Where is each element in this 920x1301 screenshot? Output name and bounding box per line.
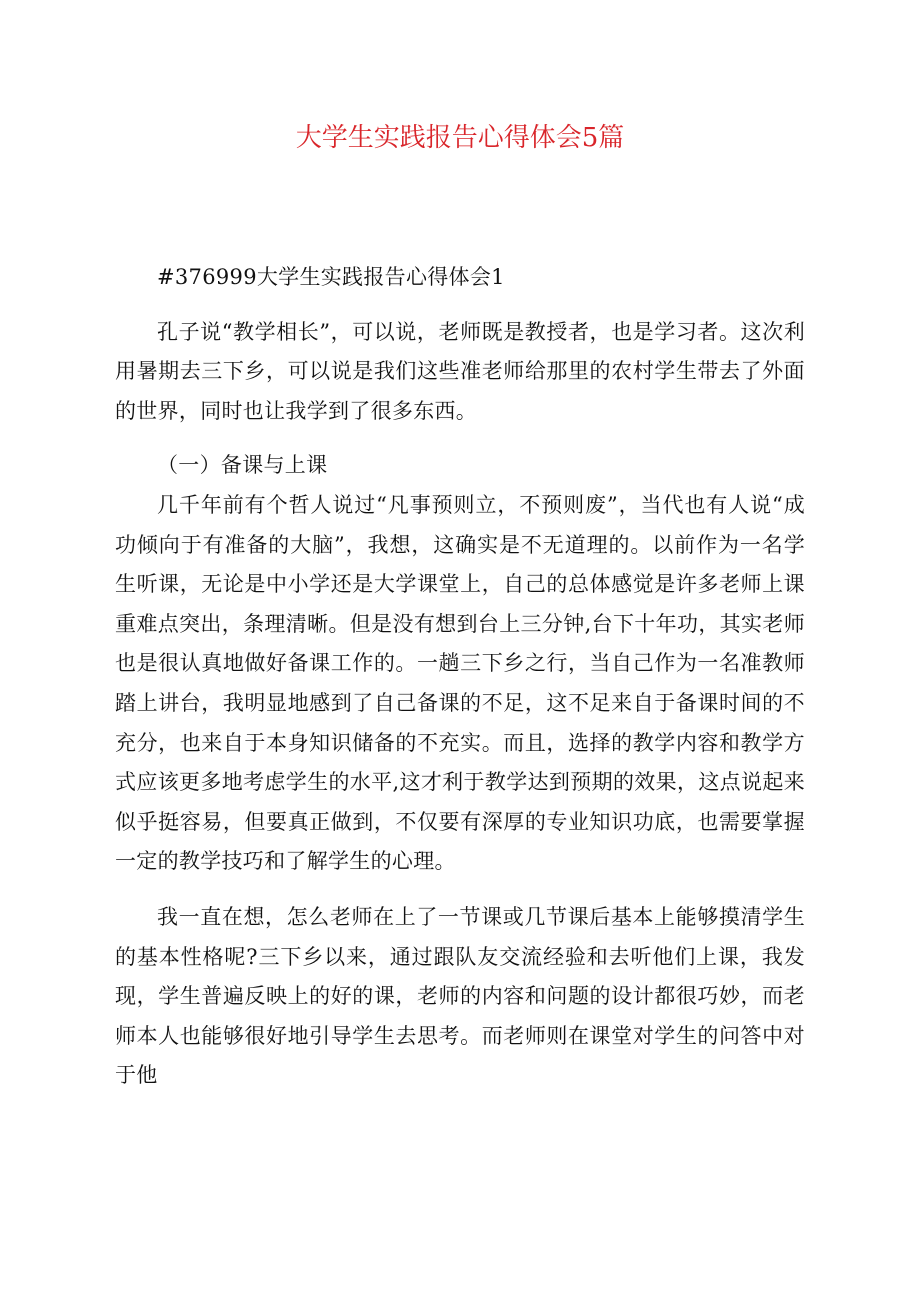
- paragraph-intro: 孔子说“教学相长”，可以说，老师既是教授者，也是学习者。这次利用暑期去三下乡，可以说是我们这些准老师给那里的农村学生带去了外面的世界，同时也让我学到了很多东西。: [115, 319, 805, 423]
- document-body: [115, 258, 805, 1096]
- paragraph-lesson-prep: 几千年前有个哲人说过“凡事预则立，不预则废”，当代也有人说“成功倾向于有准备的大脑”，我想，这确实是不无道理的。以前作为一名学生听课，无论是中小学还是大学课堂上，自己的总体感觉是许多老师上课重难点突出，条理清晰。但是没有想到台上三分钟,台下十年功，其实老师也是很认真地做好备课工作的。一趟三下乡之行，当自己作为一名准教师踏上讲台，我明显地感到了自己备课的不足，这不足来自于备课时间的不充分，也来自于本身知识储备的不充实。而且，选择的教学内容和教学方式应该更多地考虑学生的水平,这才利于教学达到预期的效果，这点说起来似乎挺容易，但要真正做到，不仅要有深厚的专业知识功底，也需要掌握一定的教学技巧和了解学生的心理。: [115, 492, 805, 874]
- subheading-lesson-prep: （一）备课与上课: [157, 453, 328, 478]
- section-heading: #376999大学生实践报告心得体会1: [157, 265, 505, 289]
- document-title: 大学生实践报告心得体会5篇: [295, 123, 625, 153]
- paragraph-student-understanding: 我一直在想，怎么老师在上了一节课或几节课后基本上能够摸清学生的基本性格呢?三下乡以来，通过跟队友交流经验和去听他们上课，我发现，学生普遍反映上的好的课，老师的内容和问题的设计都很巧妙，而老师本人也能够很好地引导学生去思考。而老师则在课堂对学生的问答中对于他: [115, 904, 805, 1088]
